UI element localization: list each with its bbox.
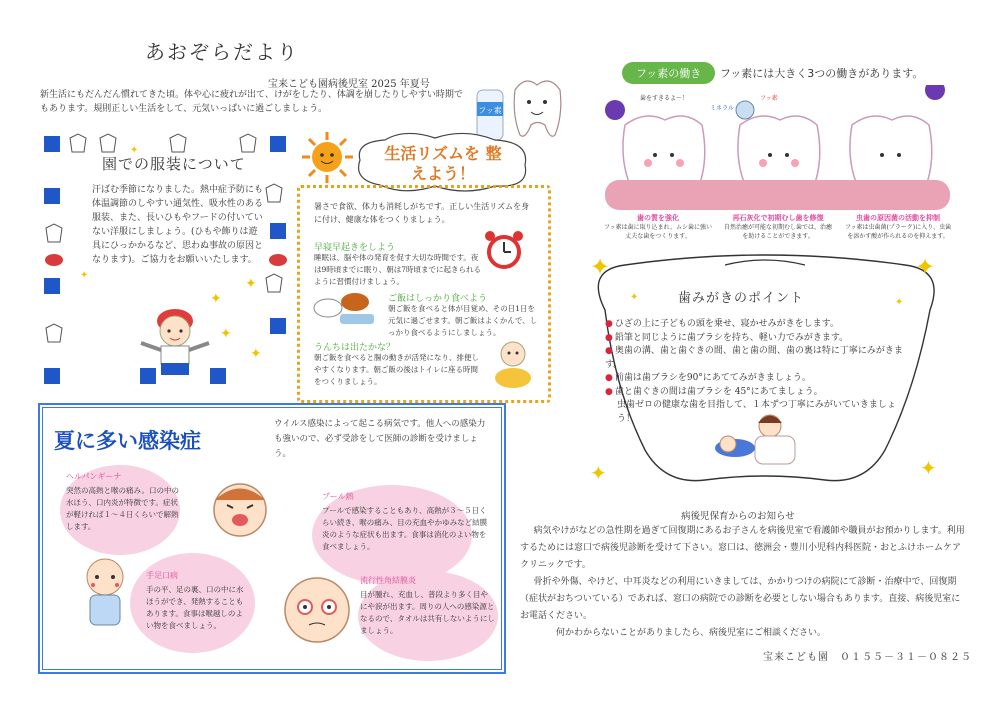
fluoride-functions <box>603 213 953 241</box>
rhythm-heading-sleep: 早寝早起きをしよう <box>314 243 396 253</box>
sick-baby-illustration <box>75 555 135 640</box>
rhythm-text-sleep: 睡眠は、脳や体の発育を促す大切な時間です。夜は9時頃までに眠り、朝は7時頃までに起きられるように習慣付けましょう。 <box>314 253 482 286</box>
fluoride-function-2: 再石灰化で初期むし歯を修復 自然治癒が可能な初期むし歯では、治癒を助けることができます。 <box>723 214 832 240</box>
infection-section <box>38 403 506 674</box>
brushing-point: ● 奥歯の溝、歯と歯ぐきの間、歯と歯の間、歯の裏は特に丁寧にみがきます。 <box>605 346 903 370</box>
notice-heading: 病後児保育からのお知らせ <box>681 511 795 522</box>
brushing-point: ● ひざの上に子どもの頭を乗せ、寝かせみがきをします。 <box>605 319 839 329</box>
rhythm-heading-poop: うんちは出たかな？ <box>314 343 396 353</box>
svg-text:✦: ✦ <box>250 346 262 362</box>
clothing-heading: 園での服装について <box>102 155 246 173</box>
org-line: 宝来こども園病後児室 2025 年夏号 <box>268 79 430 90</box>
svg-text:✦: ✦ <box>590 461 607 485</box>
brushing-point: ● 鉛筆と同じように歯ブラシを持ち、軽い力でみがきます。 <box>605 332 849 343</box>
crying-child-illustration <box>205 475 275 545</box>
svg-text:✦: ✦ <box>895 297 904 308</box>
pool-fever-text: プールで感染することもあり、高熱が３～５日くらい続き、喉の痛み、目の充血やかゆみなど結膜炎のような症状も出ます。食事は消化のよい物を食べましょう。 <box>322 506 488 551</box>
parent-brushing-child-illustration <box>700 408 810 468</box>
rhythm-text-breakfast: 朝ご飯を食べると体が目覚め、その日1日を元気に過ごせます。朝ご飯はよくかんで、しっかり食べるようにしましょう。 <box>388 304 538 337</box>
newsletter-title: あおぞらだより <box>145 40 299 64</box>
fluoride-function-1: 歯の質を強化 フッ素は歯に取り込まれ、ムシ歯に強い丈夫な歯をつくります。 <box>604 214 712 240</box>
teeth-illustration <box>590 85 960 215</box>
brushing-heading: 歯みがきのポイント <box>678 291 805 306</box>
infection-heading: 夏に多い感染症 <box>54 429 201 453</box>
brushing-point: ● 前歯は歯ブラシを90°にあててみがきましょう。 <box>605 373 811 383</box>
pool-fever-name: プール熱 <box>322 492 354 501</box>
brushing-point: ● 歯と歯ぐきの間は歯ブラシを 45°にあてましょう。 <box>605 386 823 397</box>
brushing-closing: 虫歯ゼロの健康な歯を目指して、１本ずつ丁寧にみがいていきましょう！ <box>617 400 896 424</box>
herpangina-text: 突然の高熱と喉の痛み。口の中の水ほう、口内炎が特徴です。症状が軽ければ１～４日くらいで解熱します。 <box>66 486 179 531</box>
ekc-text: 目が腫れ、充血し、普段より多く目やにや涙が出ます。周りの人への感染源となるので、タオルは共有しないようにしましょう。 <box>360 590 495 635</box>
rhythm-text-poop: 朝ご飯を食べると腸の動きが活発になり、排便しやすくなります。朝ご飯の後はトイレに座る時間をつくりましょう。 <box>314 353 479 386</box>
notice-paragraph: 病気やけがなどの急性期を過ぎて回復期にあるお子さんを病後児室で看護師や職員がお預かりします。利用するためには窓口で病後児診断を受けて下さい。窓口は、徳洲会・豊川小児科内科医院・おとふけホームケアクリニックです。 <box>520 526 965 570</box>
speech-bubble-2: ミネラル <box>710 105 734 112</box>
svg-text:✦: ✦ <box>210 291 222 307</box>
svg-text:✦: ✦ <box>245 276 257 292</box>
notice-body <box>520 523 968 642</box>
bottle-label: フッ素 <box>478 106 502 115</box>
svg-text:✦: ✦ <box>630 292 639 303</box>
child-illustration <box>135 303 215 383</box>
fluoride-badge: フッ素の働き <box>622 62 715 84</box>
rhythm-section <box>297 185 551 403</box>
herpangina-name: ヘルパンギーナ <box>66 472 122 481</box>
hfmd-text: 手の平、足の裏、口の中に水ほうができ、発熱することもあります。食事は喉越しのよい物を食べましょう。 <box>146 585 244 630</box>
hfmd-name: 手足口病 <box>146 571 178 580</box>
fluoride-headline: フッ素には大きく3つの働きがあります。 <box>720 67 924 80</box>
rhythm-heading-breakfast: ご飯はしっかり食べよう <box>388 294 488 304</box>
svg-text:✦: ✦ <box>915 253 936 281</box>
svg-text:✦: ✦ <box>220 326 232 342</box>
notice-paragraph: 骨折や外傷、やけど、中耳炎などの利用にいきましては、かかりつけの病院にて診断・治療中で、回復期（症状がおちついている）であれば、窓口の病院での診断を必要としない場合もあります。直接、病後児室にお電話ください。 <box>520 577 961 621</box>
toddler-potty-illustration <box>485 336 540 391</box>
svg-text:✦: ✦ <box>920 456 937 480</box>
speech-bubble-1: 歯をすきるよ～！ <box>640 95 689 102</box>
clothing-body: 汗ばむ季節になりました。熱中症予防にも体温調節のしやすい通気性、吸水性のある服装、また、長いひもやフードの付いていない洋服にしましょう。(ひもや飾りは遊具にひっかかるなど、思わぬ事故の原因となります)。ご協力をお願いいたします。 <box>92 185 264 265</box>
red-eyes-child-illustration <box>275 565 360 650</box>
speech-bubble-3: フッ素 <box>760 95 778 102</box>
rhythm-bubble-text: 生活リズムを 整えよう！ <box>384 144 502 183</box>
intro-text: 新生活にもだんだん慣れてきた頃。体や心に疲れが出て、けがをしたり、体調を崩したりしやすい時期でもあります。規則正しい生活をして、元気いっぱいに過ごしましょう。 <box>40 90 463 114</box>
rhythm-intro: 暑さで食欲、体力も消耗しがちです。正しい生活リズムを身に付け、健康な体をつくりましょう。 <box>314 202 530 224</box>
fluoride-function-3: 虫歯の原因菌の活動を抑制 フッ素は虫歯菌(プラーク)に入り、虫歯を溶かす酸が作られるのを抑えます。 <box>844 214 952 240</box>
notice-signature: 宝来こども園 ０１５５－３１－０８２５ <box>763 652 972 663</box>
notice-paragraph: 何かわからないことがありましたら、病後児室にご相談ください。 <box>556 628 827 638</box>
infection-intro: ウイルス感染によって起こる病気です。他人への感染力も強いので、必ず受診をして医師の診断を受けましょう。 <box>274 419 486 459</box>
svg-text:✦: ✦ <box>130 145 139 156</box>
svg-text:✦: ✦ <box>590 253 611 281</box>
breakfast-illustration <box>310 286 380 331</box>
clothing-section <box>40 128 290 393</box>
alarm-clock-icon <box>480 228 528 270</box>
svg-text:✦: ✦ <box>80 270 89 281</box>
ekc-name: 流行性角結膜炎 <box>360 576 416 585</box>
